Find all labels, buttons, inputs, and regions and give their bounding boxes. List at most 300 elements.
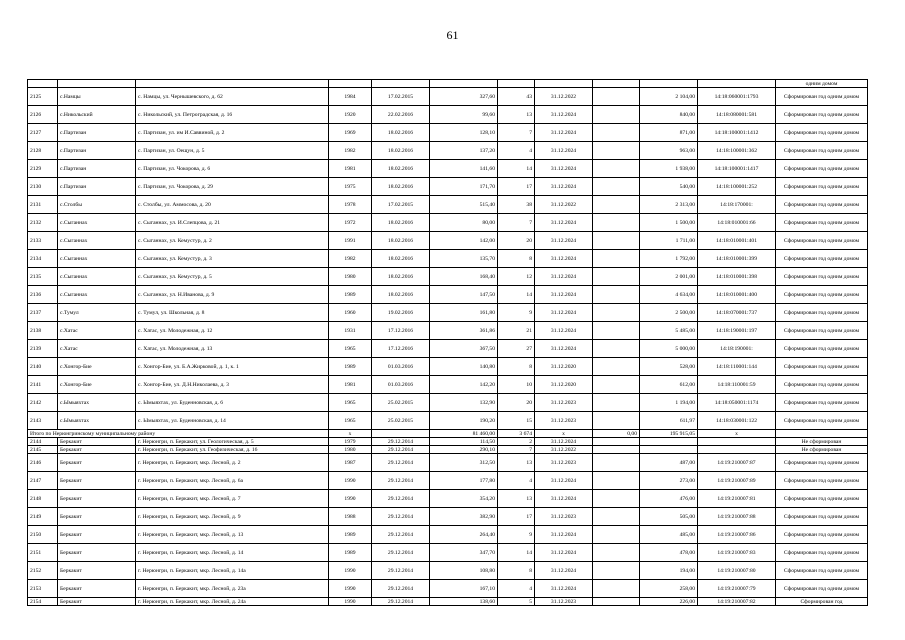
cell-sum: 2 001,00 (640, 268, 698, 286)
cell-date: 29.12.2014 (372, 454, 430, 472)
cell-area: 114,50 (430, 438, 498, 446)
cell-sum: 528,00 (640, 358, 698, 376)
cell-address: с. Сыганнах, ул. И.Слепцова, д. 21 (136, 214, 329, 232)
empty-cell (593, 286, 640, 304)
cell-number: 2143 (28, 412, 58, 430)
cell-number: 2150 (28, 526, 58, 544)
cell-plan-date: 31.12.2024 (535, 142, 593, 160)
cell-locality: с.Намцы (58, 88, 136, 106)
cell-locality: с.Хатас (58, 340, 136, 358)
cell-plan-date: 31.12.2024 (535, 214, 593, 232)
cell-cadastre: 14:18:100001:1412 (698, 124, 776, 142)
cell-date: 29.12.2014 (372, 438, 430, 446)
table-row (28, 358, 868, 376)
cell-area: 312,50 (430, 454, 498, 472)
cell-address: г. Нерюнгри, п. Беркакит, мкр. Лесной, д. 24а (136, 598, 329, 606)
table-row (28, 142, 868, 160)
cell-sum: 485,00 (640, 526, 698, 544)
cell-status: Сформирован год одним домом (776, 544, 868, 562)
table-row (28, 526, 868, 544)
table-row (28, 232, 868, 250)
cell-residents: 4 (498, 472, 535, 490)
cell-year: 1990 (329, 598, 372, 606)
cell-status: Сформирован год одним домом (776, 232, 868, 250)
cell-year: 1991 (329, 232, 372, 250)
cell-status: Сформирован год одним домом (776, 214, 868, 232)
table-body (28, 80, 868, 606)
cell-status: Не сформирован (776, 446, 868, 454)
cell-status: Сформирован год одним домом (776, 160, 868, 178)
table-row (28, 580, 868, 598)
cell-address: с. Сыганнах, ул. Н.Иванова, д. 9 (136, 286, 329, 304)
cell-cadastre: 14:18:100001:362 (698, 142, 776, 160)
cell-residents: 17 (498, 508, 535, 526)
table-row (28, 268, 868, 286)
cell-address: с. Партизан, ул. Оещун, д. 5 (136, 142, 329, 160)
cell-residents: 3 674 (498, 430, 535, 438)
cell-area: 142,20 (430, 376, 498, 394)
empty-cell (698, 80, 776, 88)
cell-residents: 13 (498, 106, 535, 124)
cell-area: 515,40 (430, 196, 498, 214)
cell-locality: с.Столбы (58, 196, 136, 214)
cell-sum: 487,00 (640, 454, 698, 472)
cell-cadastre (698, 446, 776, 454)
cell-residents: 8 (498, 562, 535, 580)
cell-cadastre: 14:19:210007:83 (698, 544, 776, 562)
cell-status: Сформирован год одним домом (776, 268, 868, 286)
cell-number: 2152 (28, 562, 58, 580)
cell-residents: 10 (498, 376, 535, 394)
cell-area: 367,50 (430, 340, 498, 358)
cell-address: с. Сыганнах, ул. Кемустур, д. 2 (136, 232, 329, 250)
cell-number: 2136 (28, 286, 58, 304)
cell-plan-date: 31.12.2024 (535, 268, 593, 286)
empty-cell (593, 394, 640, 412)
cell-year: 1965 (329, 412, 372, 430)
cell-cadastre: 14:18:010001:399 (698, 250, 776, 268)
cell-date: 17.02.2015 (372, 196, 430, 214)
empty-cell (593, 438, 640, 446)
empty-cell (372, 430, 430, 438)
cell-number: 2151 (28, 544, 58, 562)
table-row (28, 508, 868, 526)
cell-locality: с.Никольский (58, 106, 136, 124)
cell-area: 177,80 (430, 472, 498, 490)
empty-cell (593, 196, 640, 214)
empty-cell (593, 598, 640, 606)
empty-cell (593, 446, 640, 454)
cell-address: с. Столбы, ул. Аммосова, д. 20 (136, 196, 329, 214)
cell-cadastre: 14:19:210007:80 (698, 562, 776, 580)
cell-residents: 9 (498, 526, 535, 544)
empty-cell (430, 80, 498, 88)
cell-status: Сформирован год одним домом (776, 412, 868, 430)
empty-cell (593, 580, 640, 598)
cell-cadastre: 14:18:080001:581 (698, 106, 776, 124)
cell-cadastre: 14:19:210007:86 (698, 526, 776, 544)
cell-year: 1989 (329, 286, 372, 304)
empty-cell (593, 106, 640, 124)
cell-zero: 0,00 (593, 430, 640, 438)
cell-status: Сформирован год одним домом (776, 88, 868, 106)
cell-area: 327,60 (430, 88, 498, 106)
cell-cadastre: 14:18:030001:122 (698, 412, 776, 430)
cell-status: Сформирован год одним домом (776, 286, 868, 304)
cell-residents: 8 (498, 250, 535, 268)
cell-number: 2127 (28, 124, 58, 142)
cell-residents: 4 (498, 580, 535, 598)
cell-date: 01.03.2016 (372, 376, 430, 394)
cell-year: 1989 (329, 358, 372, 376)
cell-area: 171,70 (430, 178, 498, 196)
cell-locality: Беркакит (58, 526, 136, 544)
cell-status: Сформирован год одним домом (776, 472, 868, 490)
table-row-total (28, 430, 868, 438)
cell-year: 1965 (329, 394, 372, 412)
cell-residents: 12 (498, 268, 535, 286)
cell-plan-date: 31.12.2023 (535, 508, 593, 526)
empty-cell (593, 340, 640, 358)
cell-residents: 13 (498, 454, 535, 472)
cell-sum: 2 500,00 (640, 304, 698, 322)
cell-year: 1990 (329, 580, 372, 598)
cell-locality: Беркакит (58, 508, 136, 526)
cell-status: Сформирован год одним домом (776, 124, 868, 142)
cell-area: 81 460,00 (430, 430, 498, 438)
empty-cell (593, 88, 640, 106)
cell-number: 2131 (28, 196, 58, 214)
cell-year: 1981 (329, 376, 372, 394)
cell-residents: 20 (498, 232, 535, 250)
cell-address: г. Нерюнгри, п. Беркакит, мкр. Лесной, д. 14а (136, 562, 329, 580)
cell-sum: 478,00 (640, 544, 698, 562)
cell-locality: с.Партизан (58, 124, 136, 142)
empty-cell (593, 358, 640, 376)
empty-cell (372, 80, 430, 88)
empty-cell (329, 80, 372, 88)
table-row (28, 340, 868, 358)
cell-address: с. Хатас, ул. Молодежная, д. 13 (136, 340, 329, 358)
cell-area: 140,80 (430, 358, 498, 376)
cell-address: с. Намцы, ул. Чернышевского, д. 62 (136, 88, 329, 106)
cell-residents: 27 (498, 340, 535, 358)
table-row-continued (28, 80, 868, 88)
cell-residents: 15 (498, 412, 535, 430)
cell-year: 1980 (329, 268, 372, 286)
cell-residents: 8 (498, 358, 535, 376)
cell-plan-date: 31.12.2024 (535, 340, 593, 358)
cell-date: 25.02.2015 (372, 394, 430, 412)
cell-residents: 38 (498, 196, 535, 214)
cell-cadastre: 14:18:010001:401 (698, 232, 776, 250)
cell-date: 17.02.2015 (372, 88, 430, 106)
cell-cadastre: 14:18:050001:1174 (698, 394, 776, 412)
empty-cell (593, 214, 640, 232)
cell-plan-date: 31.12.2024 (535, 124, 593, 142)
empty-cell (28, 80, 58, 88)
cell-cadastre: 14:18:190001:197 (698, 322, 776, 340)
empty-cell (593, 544, 640, 562)
cell-status: Сформирован год одним домом (776, 526, 868, 544)
table-row (28, 286, 868, 304)
cell-area: 137,20 (430, 142, 498, 160)
cell-year: 1990 (329, 562, 372, 580)
cell-date: 29.12.2014 (372, 472, 430, 490)
cell-residents: 9 (498, 304, 535, 322)
table-row (28, 490, 868, 508)
cell-date: 19.02.2016 (372, 304, 430, 322)
cell-sum: 612,00 (640, 376, 698, 394)
cell-plan-date: 31.12.2024 (535, 232, 593, 250)
cell-year: 1989 (329, 526, 372, 544)
cell-plan-date: 31.12.2023 (535, 394, 593, 412)
empty-cell (593, 412, 640, 430)
cell-address: с. Партизан, ул. им И.Саввиной, д. 2 (136, 124, 329, 142)
cell-locality: Беркакит (58, 580, 136, 598)
table-row (28, 376, 868, 394)
table-row (28, 196, 868, 214)
cell-date: 18.02.2016 (372, 214, 430, 232)
cell-number: 2146 (28, 454, 58, 472)
cell-address: с. Хонгор-Бие, ул. Д.Н.Николаева, д. 3 (136, 376, 329, 394)
cell-year: 1984 (329, 88, 372, 106)
cell-locality: Беркакит (58, 446, 136, 454)
cell-sum: 871,00 (640, 124, 698, 142)
cell-year: 1989 (329, 544, 372, 562)
cell-area: 138,60 (430, 598, 498, 606)
cell-sum: 611,97 (640, 412, 698, 430)
cell-area: 190,20 (430, 412, 498, 430)
cell-status: Сформирован год одним домом (776, 490, 868, 508)
cell-year: 1960 (329, 304, 372, 322)
cell-residents: 5 (498, 598, 535, 606)
cell-cadastre: 14:19:210007:89 (698, 472, 776, 490)
cell-plan-date: 31.12.2024 (535, 304, 593, 322)
cell-date: 29.12.2014 (372, 508, 430, 526)
cell-plan-date: 31.12.2023 (535, 412, 593, 430)
empty-cell (593, 472, 640, 490)
cell-sum: 1 194,00 (640, 394, 698, 412)
cell-plan-date: 31.12.2024 (535, 322, 593, 340)
cell-year: 1969 (329, 124, 372, 142)
empty-cell (776, 430, 868, 438)
cell-plan-date: 31.12.2024 (535, 490, 593, 508)
cell-plan-date: x (535, 430, 593, 438)
cell-number: 2132 (28, 214, 58, 232)
cell-year: 1972 (329, 214, 372, 232)
cell-sum: 540,00 (640, 178, 698, 196)
cell-plan-date: 31.12.2024 (535, 286, 593, 304)
cell-area: 141,60 (430, 160, 498, 178)
cell-address: с. Тумул, ул. Школьная, д. 8 (136, 304, 329, 322)
cell-status: Сформирован год одним домом (776, 322, 868, 340)
cell-status: Не сформирован (776, 438, 868, 446)
cell-cadastre: 14:18:100001:252 (698, 178, 776, 196)
empty-cell (593, 490, 640, 508)
empty-cell (593, 454, 640, 472)
table-row (28, 598, 868, 606)
cell-area: 264,40 (430, 526, 498, 544)
cell-locality: Беркакит (58, 438, 136, 446)
cell-number: 2129 (28, 160, 58, 178)
cell-locality: Беркакит (58, 562, 136, 580)
cell-residents: 7 (498, 124, 535, 142)
cell-area: 99,60 (430, 106, 498, 124)
cell-number: 2125 (28, 88, 58, 106)
cell-date: 17.12.2016 (372, 340, 430, 358)
cell-date: 22.02.2016 (372, 106, 430, 124)
cell-sum: 840,00 (640, 106, 698, 124)
cell-date: 01.03.2016 (372, 358, 430, 376)
cell-status: Сформирован год одним домом (776, 340, 868, 358)
cell-date: 18.02.2016 (372, 268, 430, 286)
cell-sum: 194,00 (640, 562, 698, 580)
cell-address: с. Сыганнах, ул. Кемустур, д. 3 (136, 250, 329, 268)
cell-area: 147,50 (430, 286, 498, 304)
cell-locality: с.Сыганнах (58, 286, 136, 304)
cell-date: 29.12.2014 (372, 446, 430, 454)
cell-cadastre: 14:18:110001:59 (698, 376, 776, 394)
cell-plan-date: 31.12.2024 (535, 562, 593, 580)
cell-cadastre: 14:19:210007:79 (698, 580, 776, 598)
cell-number: 2140 (28, 358, 58, 376)
cell-area: 354,20 (430, 490, 498, 508)
cell-address: г. Нерюнгри, п. Беркакит, мкр. Лесной, д. 2 (136, 454, 329, 472)
cell-locality: Беркакит (58, 598, 136, 606)
cell-date: 29.12.2014 (372, 562, 430, 580)
empty-cell (593, 250, 640, 268)
cell-plan-date: 31.12.2024 (535, 160, 593, 178)
cell-locality: с.Ымыяхтах (58, 394, 136, 412)
empty-cell (593, 178, 640, 196)
cell-plan-date: 31.12.2024 (535, 106, 593, 124)
cell-plan-date: 31.12.2022 (535, 196, 593, 214)
cell-number: 2147 (28, 472, 58, 490)
cell-number: 2148 (28, 490, 58, 508)
cell-plan-date: 31.12.2020 (535, 376, 593, 394)
cell-sum: 1 792,00 (640, 250, 698, 268)
cell-sum: 5 000,00 (640, 340, 698, 358)
cell-date: 29.12.2014 (372, 490, 430, 508)
cell-area: 128,10 (430, 124, 498, 142)
cell-residents: 14 (498, 286, 535, 304)
cell-cadastre: 14:19:210007:82 (698, 598, 776, 606)
cell-cadastre (698, 438, 776, 446)
cell-number: 2130 (28, 178, 58, 196)
cell-area: 132,90 (430, 394, 498, 412)
empty-cell (593, 268, 640, 286)
table-row (28, 124, 868, 142)
cell-date: 29.12.2014 (372, 598, 430, 606)
cell-status: Сформирован год одним домом (776, 562, 868, 580)
cell-status: Сформирован год одним домом (776, 580, 868, 598)
cell-residents: 13 (498, 490, 535, 508)
cell-cadastre: 14:18:010001:400 (698, 286, 776, 304)
cell-number: 2144 (28, 438, 58, 446)
cell-year: 1978 (329, 196, 372, 214)
cell-number: 2128 (28, 142, 58, 160)
cell-number: 2141 (28, 376, 58, 394)
cell-plan-date: 31.12.2020 (535, 358, 593, 376)
cell-cadastre: 14:18:110001:144 (698, 358, 776, 376)
cell-address: с. Хонгор-Бие, ул. Б.А.Жирковой, д. 1, к. 1 (136, 358, 329, 376)
empty-cell (535, 80, 593, 88)
cell-number: 2135 (28, 268, 58, 286)
cell-year: 1980 (329, 446, 372, 454)
table-row (28, 322, 868, 340)
cell-date: 18.02.2016 (372, 232, 430, 250)
cell-number: 2149 (28, 508, 58, 526)
cell-address: с. Ымыяхтах, ул. Буденновская, д. 6 (136, 394, 329, 412)
cell-status: Сформирован год одним домом (776, 304, 868, 322)
table-row (28, 438, 868, 446)
cell-year: x (329, 430, 372, 438)
cell-area: 167,10 (430, 580, 498, 598)
cell-sum: 258,00 (640, 580, 698, 598)
empty-cell (593, 526, 640, 544)
cell-residents: 7 (498, 214, 535, 232)
cell-plan-date: 31.12.2024 (535, 472, 593, 490)
cell-plan-date: 31.12.2024 (535, 580, 593, 598)
cell-sum: 226,00 (640, 598, 698, 606)
cell-residents: 14 (498, 160, 535, 178)
cell-address: с. Партизан, ул. Чокорова, д. 6 (136, 160, 329, 178)
cell-number: 2126 (28, 106, 58, 124)
cell-status: Сформирован год одним домом (776, 178, 868, 196)
cell-locality: с.Партизан (58, 160, 136, 178)
housing-register-table (27, 79, 868, 606)
cell-locality: с.Ымыяхтах (58, 412, 136, 430)
cell-status: Сформирован год (776, 598, 868, 606)
cell-number: 2133 (28, 232, 58, 250)
table-row (28, 250, 868, 268)
cell-year: 1965 (329, 340, 372, 358)
cell-residents: 17 (498, 178, 535, 196)
cell-status: Сформирован год одним домом (776, 142, 868, 160)
cell-area: 347,70 (430, 544, 498, 562)
empty-cell (593, 124, 640, 142)
table-row (28, 394, 868, 412)
empty-cell (640, 80, 698, 88)
table-row (28, 160, 868, 178)
cell-status: Сформирован год одним домом (776, 196, 868, 214)
cell-sum (640, 446, 698, 454)
cell-status: одним домом (776, 80, 868, 88)
cell-plan-date: 31.12.2024 (535, 178, 593, 196)
cell-address: г. Нерюнгри, п. Беркакит, мкр. Лесной, д. 7 (136, 490, 329, 508)
cell-status: Сформирован год одним домом (776, 106, 868, 124)
table-row (28, 472, 868, 490)
cell-sum: 195 915,05 (640, 430, 698, 438)
empty-cell (593, 304, 640, 322)
cell-cadastre: 14:19:210007:88 (698, 508, 776, 526)
cell-year: 1931 (329, 322, 372, 340)
cell-year: 1982 (329, 142, 372, 160)
cell-area: 290,10 (430, 446, 498, 454)
cell-address: г. Нерюнгри, п. Беркакит, мкр. Лесной, д. 14 (136, 544, 329, 562)
table-row (28, 304, 868, 322)
cell-cadastre: 14:19:210007:81 (698, 490, 776, 508)
cell-locality: с.Партизан (58, 178, 136, 196)
empty-cell (136, 80, 329, 88)
cell-date: 25.02.2015 (372, 412, 430, 430)
cell-locality: с.Хонгор-Бие (58, 358, 136, 376)
table-row (28, 88, 868, 106)
cell-area: 80,00 (430, 214, 498, 232)
cell-address: г. Нерюнгри, п. Беркакит, мкр. Лесной, д. 9 (136, 508, 329, 526)
cell-cadastre: 14:19:210007:87 (698, 454, 776, 472)
